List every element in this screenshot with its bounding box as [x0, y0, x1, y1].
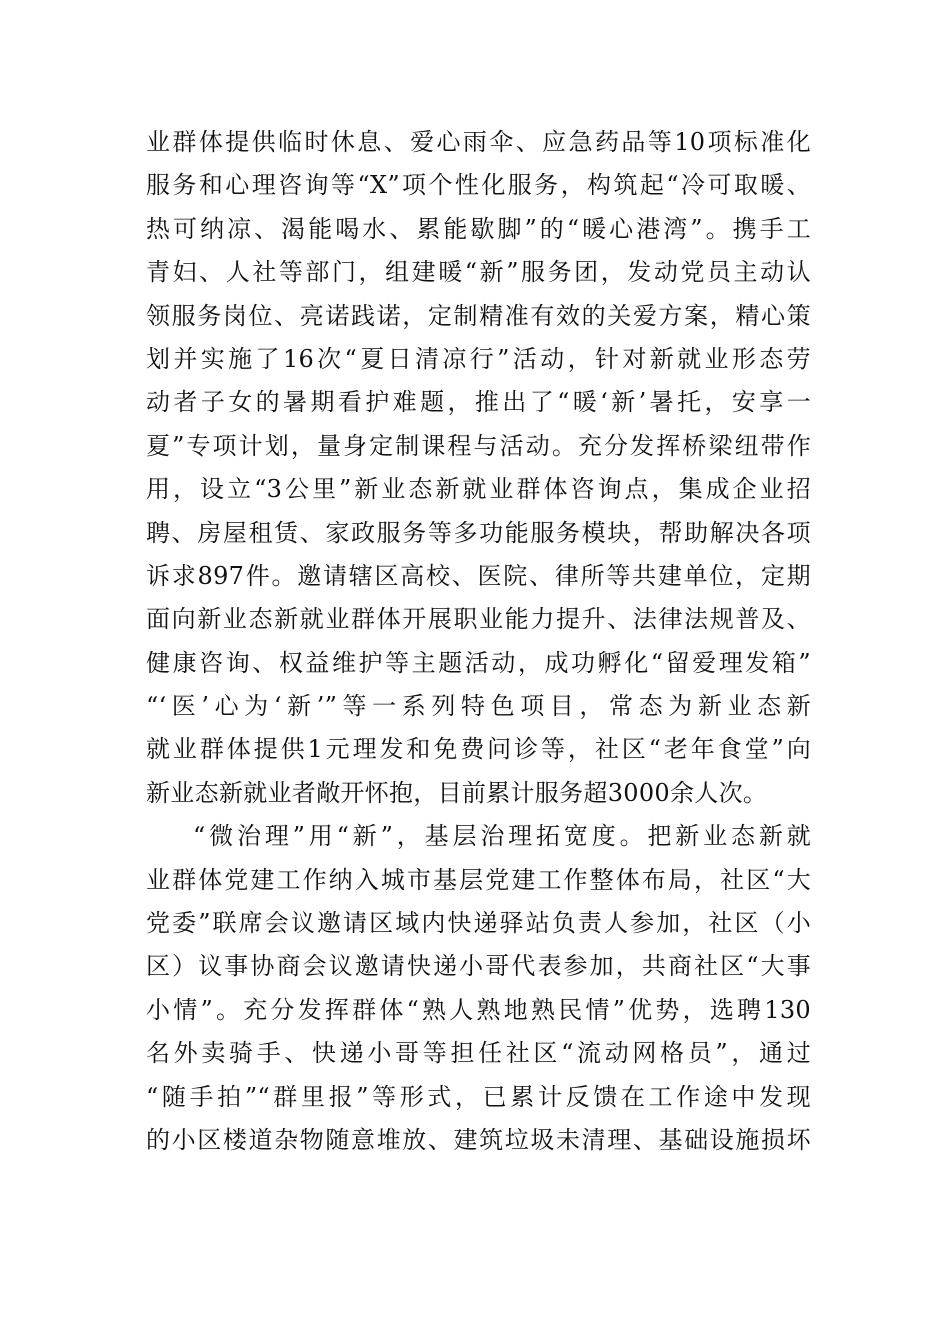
text-line: 面向新业态新就业群体开展职业能力提升、法律法规普及、: [146, 605, 811, 634]
text-line: 诉求897件。邀请辖区高校、医院、律所等共建单位，定期: [146, 561, 811, 590]
text-line: 夏”专项计划，量身定制课程与活动。充分发挥桥梁纽带作: [146, 431, 811, 460]
text-line: 青妇、人社等部门，组建暖“新”服务团，发动党员主动认: [146, 258, 811, 287]
text-line: 区）议事协商会议邀请快递小哥代表参加，共商社区“大事: [146, 952, 811, 981]
text-line: 的小区楼道杂物随意堆放、建筑垃圾未清理、基础设施损坏: [146, 1125, 811, 1154]
text-line: 健康咨询、权益维护等主题活动，成功孵化“留爱理发箱”: [146, 648, 811, 677]
text-line: “‘医’心为‘新’”等一系列特色项目，常态为新业态新: [146, 692, 811, 721]
text-line: 用，设立“3公里”新业态新就业群体咨询点，集成企业招: [146, 475, 811, 504]
text-line: 动者子女的暑期看护难题，推出了“暖‘新’暑托，安享一: [146, 388, 811, 417]
body-text: [146, 121, 811, 1162]
text-line: “随手拍”“群里报”等形式，已累计反馈在工作途中发现: [146, 1082, 811, 1111]
text-line: 名外卖骑手、快递小哥等担任社区“流动网格员”，通过: [146, 1039, 811, 1068]
text-line: 划并实施了16次“夏日清凉行”活动，针对新就业形态劳: [146, 344, 811, 373]
paragraph-start-line: “微治理”用“新”，基层治理拓宽度。把新业态新就: [193, 822, 811, 851]
text-line: 党委”联席会议邀请区域内快递驿站负责人参加，社区（小: [146, 909, 811, 938]
text-line: 业群体提供临时休息、爱心雨伞、应急药品等10项标准化: [146, 128, 811, 156]
text-line: 业群体党建工作纳入城市基层党建工作整体布局，社区“大: [146, 865, 811, 894]
text-line: 就业群体提供1元理发和免费问诊等，社区“老年食堂”向: [146, 735, 811, 764]
text-line: 小情”。充分发挥群体“熟人熟地熟民情”优势，选聘130: [146, 995, 811, 1024]
text-line: 服务和心理咨询等“X”项个性化服务，构筑起“冷可取暖、: [146, 171, 811, 200]
text-line: 领服务岗位、亮诺践诺，定制精准有效的关爱方案，精心策: [146, 301, 811, 330]
text-line: 聘、房屋租赁、家政服务等多功能服务模块，帮助解决各项: [146, 518, 811, 547]
paragraph-end-line: 新业态新就业者敞开怀抱，目前累计服务超3000余人次。: [146, 778, 768, 807]
text-line: 热可纳凉、渴能喝水、累能歇脚”的“暖心港湾”。携手工: [146, 214, 811, 243]
